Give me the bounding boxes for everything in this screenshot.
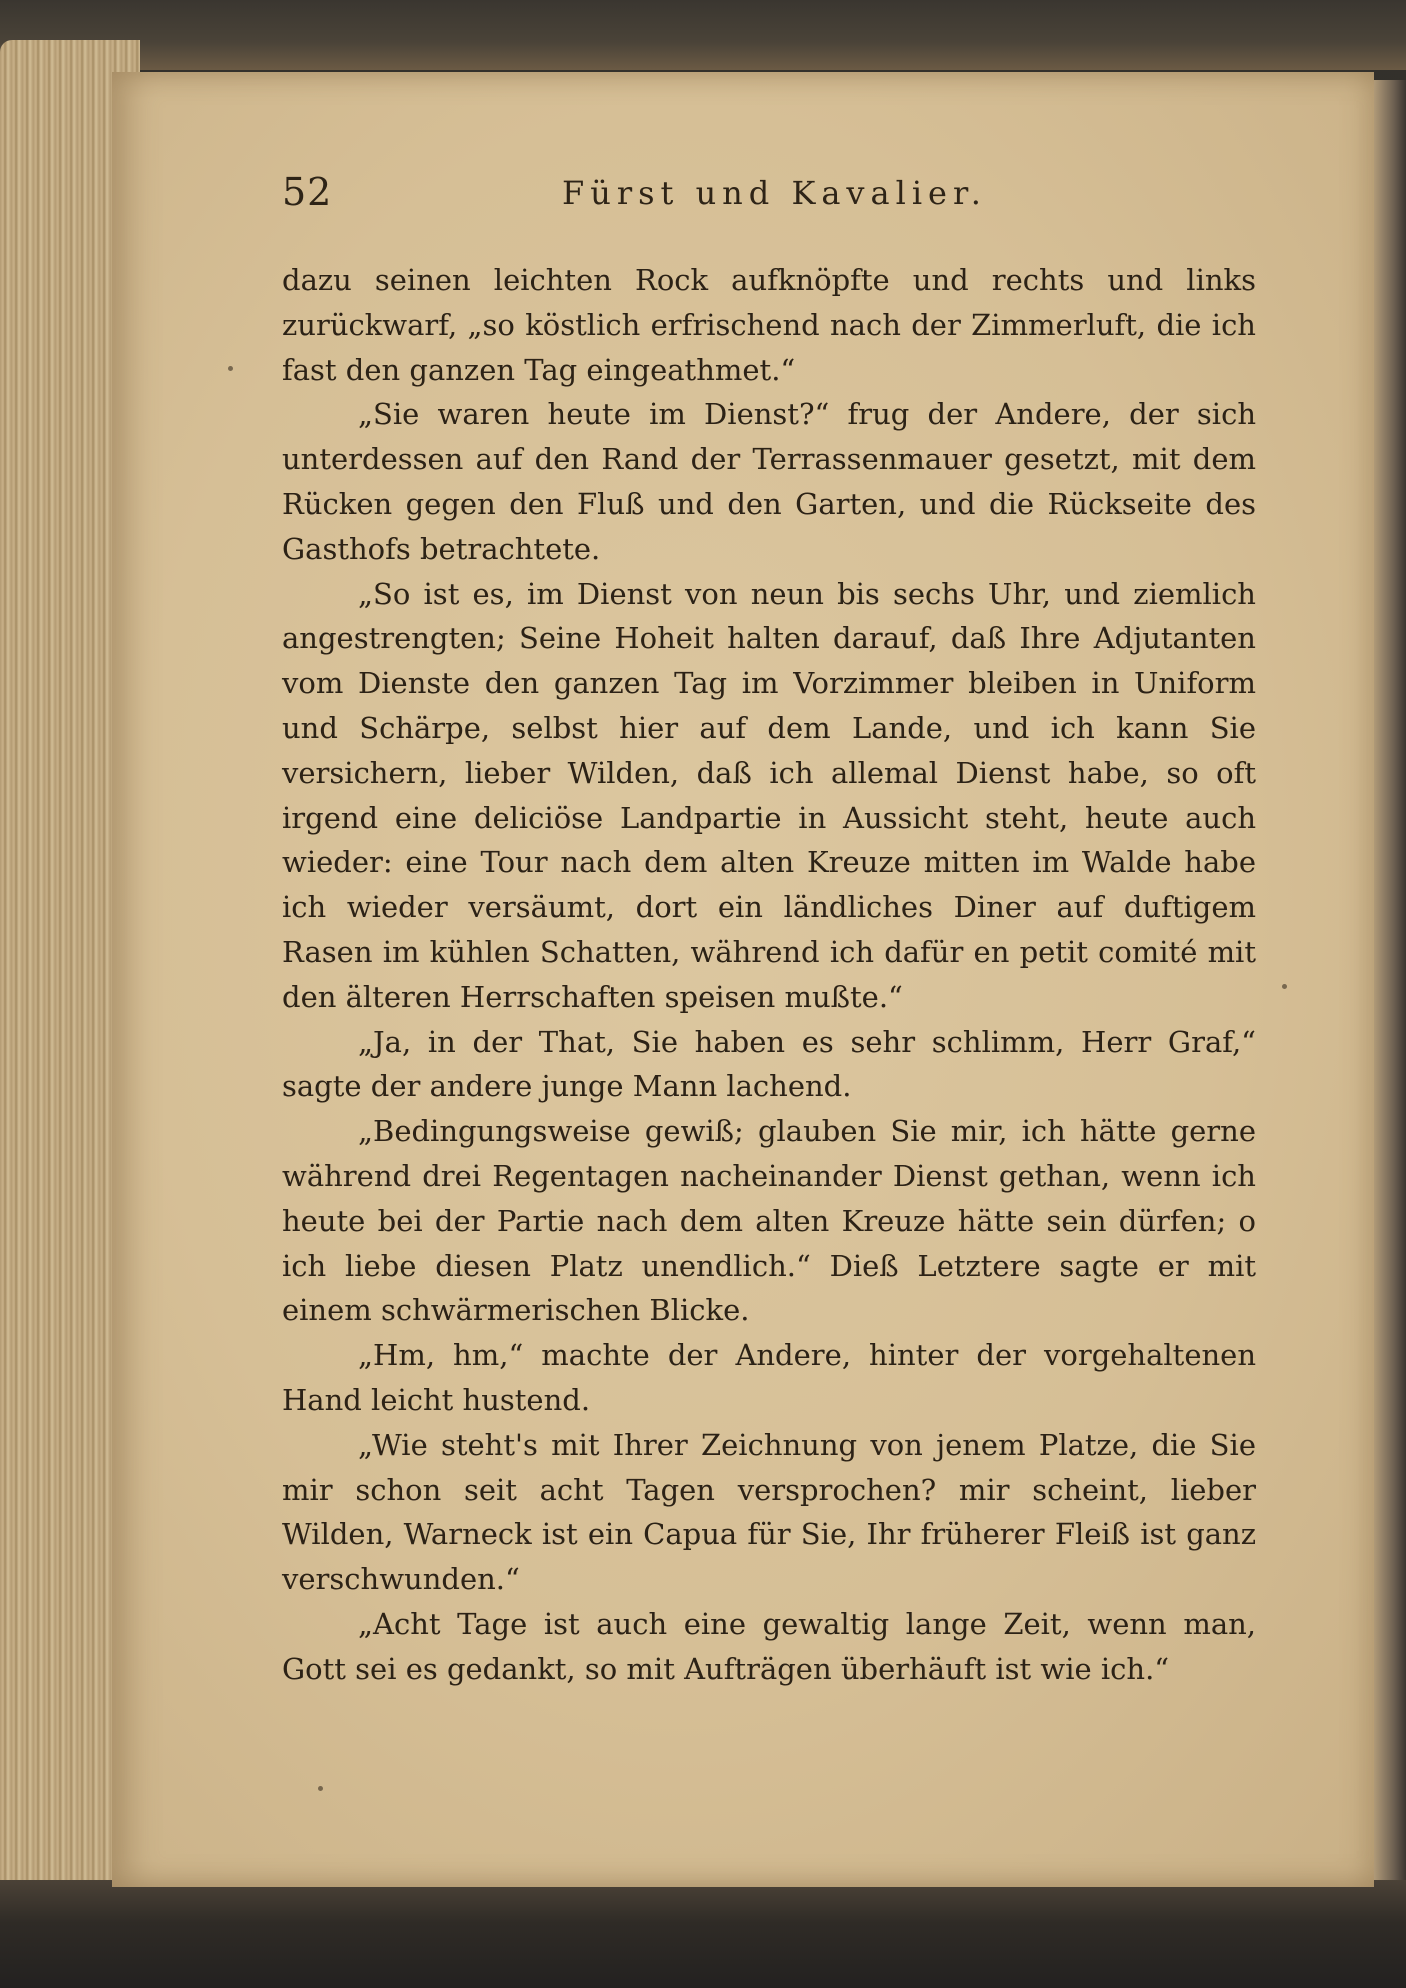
paragraph: „So ist es, im Dienst von neun bis sechs Uhr, und ziemlich angestrengten; Seine Hoheit halten darauf, daß Ihre Adjutanten vom Dienste den ganzen Tag im Vorzimmer bleiben in Uniform und Schärpe, selbst hier auf dem Lande, und ich kann Sie versichern, lieber Wilden, daß ich allemal Dienst habe, so oft irgend eine deliciöse Landpartie in Aussicht steht, heute auch wieder: eine Tour nach dem alten Kreuze mitten im Walde habe ich wieder versäumt, dort ein ländliches Diner auf duftigem Rasen im kühlen Schatten, während ich dafür en petit comité mit den älteren Herrschaften speisen mußte.“: [282, 576, 1256, 1014]
paper-speck: [228, 366, 233, 371]
paper-speck: [318, 1786, 323, 1791]
running-head: Fürst und Kavalier.: [562, 174, 987, 212]
paragraph: „Acht Tage ist auch eine gewaltig lange Zeit, wenn man, Gott sei es gedankt, so mit Aufträgen überhäuft ist wie ich.“: [282, 1606, 1256, 1686]
paragraph: „Hm, hm,“ machte der Andere, hinter der vorgehaltenen Hand leicht hustend.: [282, 1338, 1256, 1417]
page-gutter-right: [1374, 80, 1406, 1890]
paragraph: dazu seinen leichten Rock aufknöpfte und rechts und links zurückwarf, „so köstlich erfrischend nach der Zimmerluft, die ich fast den ganzen Tag eingeathmet.“: [282, 263, 1256, 387]
page-number: 52: [282, 170, 333, 214]
book-cover-bottom: [0, 1880, 1406, 1988]
paragraph: „Sie waren heute im Dienst?“ frug der Andere, der sich unterdessen auf den Rand der Terrassenmauer gesetzt, mit dem Rücken gegen den Fluß und den Garten, und die Rückseite des Gasthofs betrachtete.: [282, 397, 1256, 566]
body-text: [282, 258, 1256, 1692]
page-header: [282, 170, 1282, 230]
book-cover-top: [0, 0, 1406, 70]
paragraph: „Bedingungsweise gewiß; glauben Sie mir, ich hätte gerne während drei Regentagen nacheinander Dienst gethan, wenn ich heute bei der Partie nach dem alten Kreuze hätte sein dürfen; o ich liebe diesen Platz unendlich.“ Dieß Letztere sagte er mit einem schwärmerischen Blicke.: [282, 1114, 1256, 1328]
paragraph: „Wie steht's mit Ihrer Zeichnung von jenem Platze, die Sie mir schon seit acht Tagen versprochen? mir scheint, lieber Wilden, Warneck ist ein Capua für Sie, Ihr früherer Fleiß ist ganz verschwunden.“: [282, 1427, 1256, 1597]
paragraph: „Ja, in der That, Sie haben es sehr schlimm, Herr Graf,“ sagte der andere junge Mann lachend.: [282, 1024, 1256, 1104]
paper-speck: [1282, 984, 1287, 989]
